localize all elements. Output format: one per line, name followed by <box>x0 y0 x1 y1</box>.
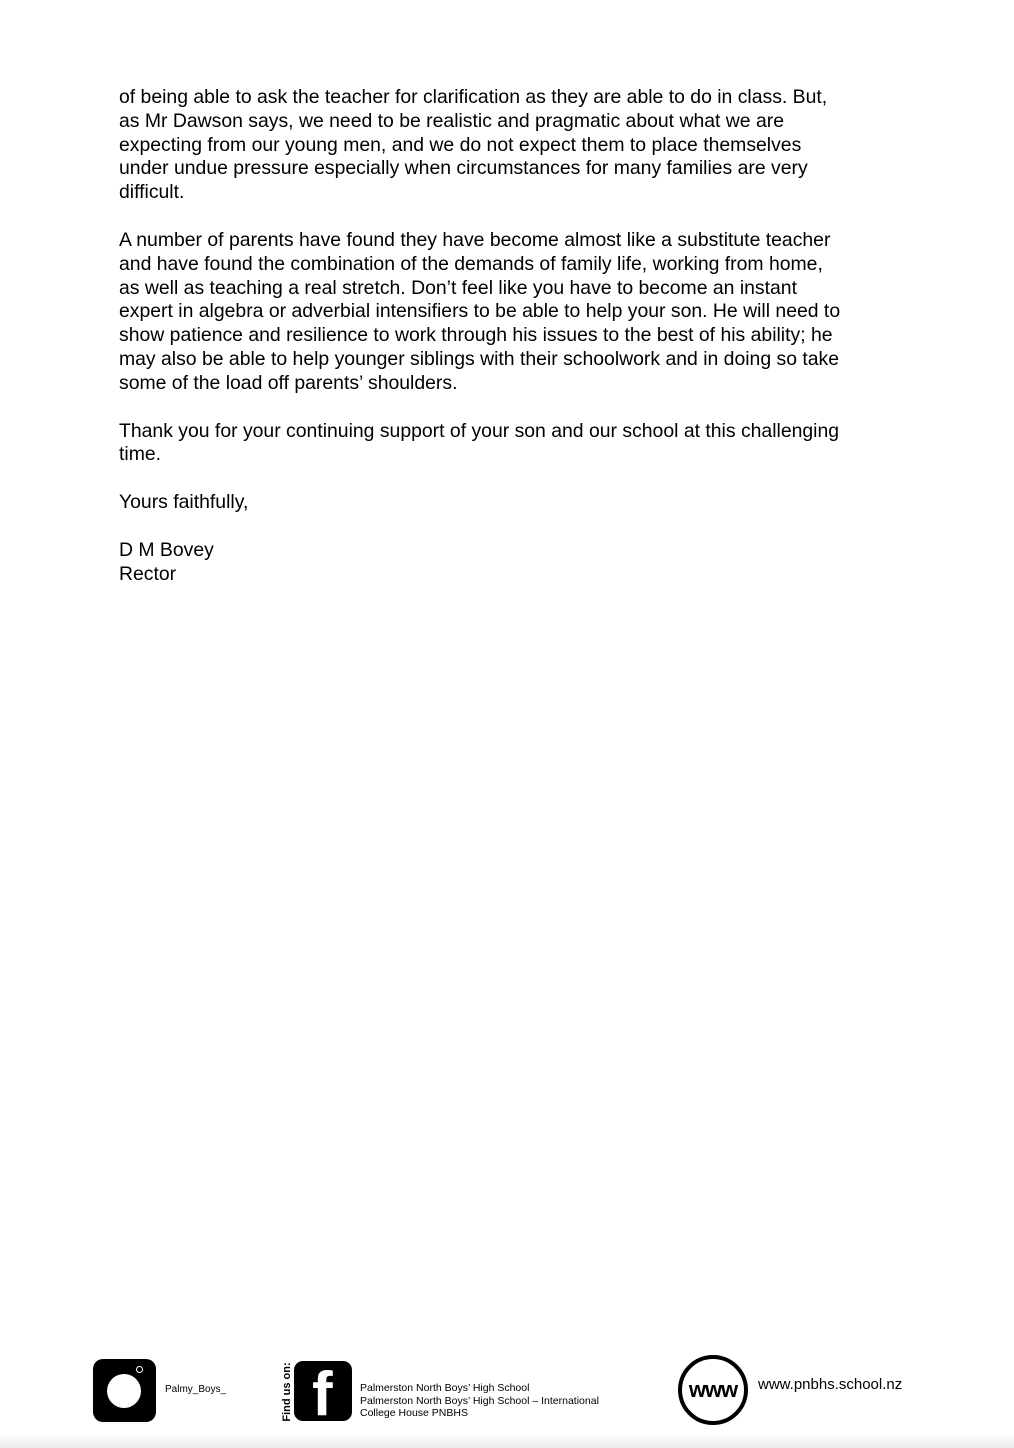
letter-body <box>119 86 899 587</box>
instagram-flash-shape <box>136 1366 143 1373</box>
facebook-page-link[interactable]: College House PNBHS <box>360 1407 468 1419</box>
page-bottom-edge <box>0 1434 1014 1448</box>
instagram-handle[interactable]: Palmy_Boys_ <box>165 1384 227 1395</box>
instagram-icon[interactable] <box>93 1359 156 1422</box>
facebook-icon[interactable] <box>294 1361 352 1421</box>
signature-title: Rector <box>119 562 177 585</box>
letter-signoff: Yours faithfully, <box>119 491 249 514</box>
facebook-glyph: f <box>312 1361 333 1421</box>
letter-paragraph-3: Thank you for your continuing support of your son and our school at this challenging time. <box>119 419 840 466</box>
find-us-text: Find us on: <box>281 1362 293 1422</box>
signature-block <box>119 539 899 587</box>
signature-name: D M Bovey <box>119 538 214 561</box>
letter-paragraph-1: of being able to ask the teacher for clarification as they are able to do in class. But, as Mr Dawson says, we need to be realistic and pragmatic about what we are expecting from our young men, and we do not expect them to place themselves under undue pressure especially when circumstances for many families are very difficult. <box>119 86 828 204</box>
website-link[interactable]: www.pnbhs.school.nz <box>758 1376 903 1393</box>
facebook-page-list <box>360 1382 599 1420</box>
find-us-label <box>280 1362 294 1422</box>
letter-paragraph-2: A number of parents have found they have become almost like a substitute teacher and have found the combination of the demands of family life, working from home, as well as teaching a real stretch. Don’t feel like you have to become an instant expert in algebra or adverbial intensifiers to be able to help your son. He will need to show patience and resilience to work through his issues to the best of his ability; he may also be able to help younger siblings with their schoolwork and in doing so take some of the load off parents’ shoulders. <box>119 228 841 394</box>
www-icon-text: www <box>688 1377 738 1402</box>
instagram-lens-shape <box>107 1374 141 1408</box>
facebook-page-link[interactable]: Palmerston North Boys’ High School <box>360 1382 530 1394</box>
facebook-page-link[interactable]: Palmerston North Boys’ High School – International <box>360 1394 599 1407</box>
globe-www-icon[interactable] <box>678 1355 748 1425</box>
